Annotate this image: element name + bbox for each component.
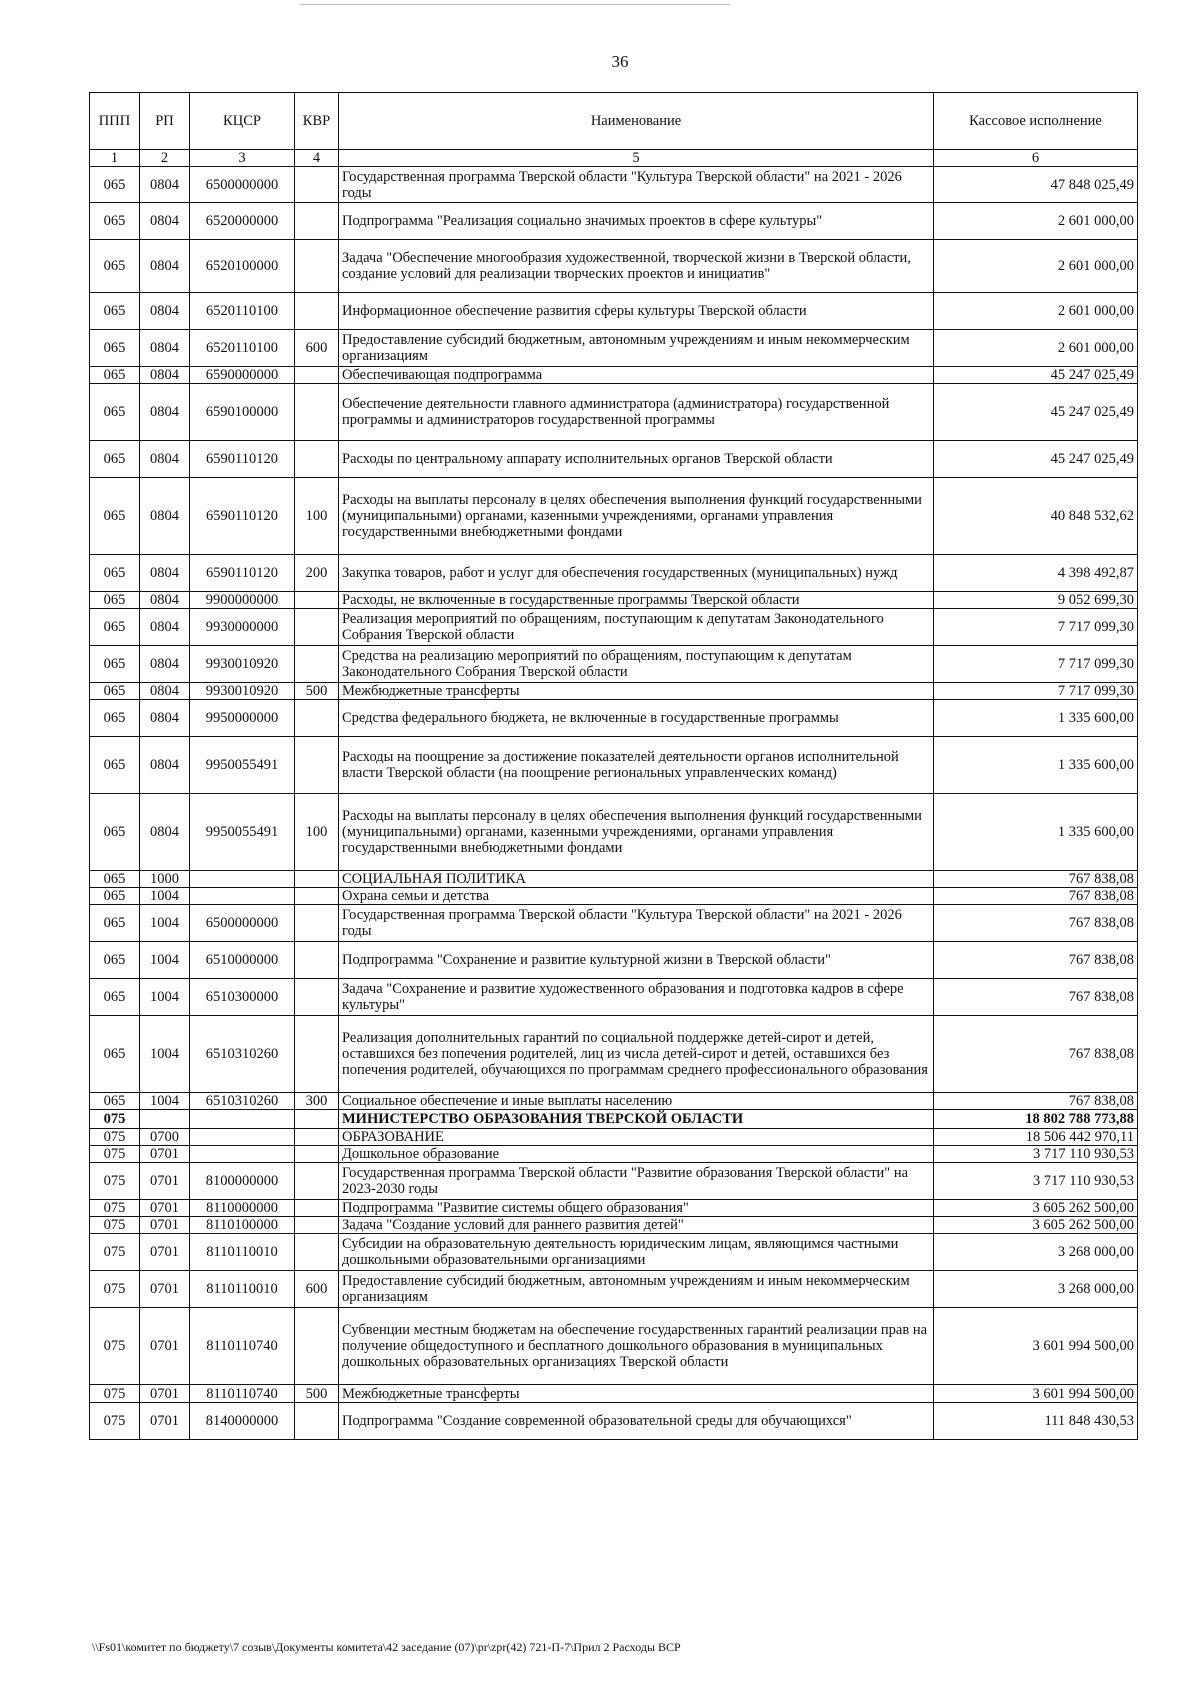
cell-kvr <box>295 737 339 794</box>
cell-rp: 1004 <box>140 905 190 942</box>
cell-kcsr: 9930000000 <box>190 609 295 646</box>
table-row <box>90 1163 1138 1200</box>
table-row <box>90 1093 1138 1110</box>
table-row <box>90 1110 1138 1129</box>
cell-kcsr: 6520110100 <box>190 330 295 367</box>
cell-ppp: 065 <box>90 240 140 293</box>
cell-ppp: 065 <box>90 888 140 905</box>
cell-amount: 47 848 025,49 <box>934 167 1138 203</box>
table-row <box>90 609 1138 646</box>
cell-ppp: 065 <box>90 1093 140 1110</box>
cell-kcsr: 9950000000 <box>190 700 295 737</box>
cell-kcsr: 6520110100 <box>190 293 295 330</box>
cell-rp: 1004 <box>140 979 190 1016</box>
cell-amount: 767 838,08 <box>934 942 1138 979</box>
column-number: 5 <box>339 150 934 167</box>
top-scan-line <box>300 4 730 5</box>
cell-rp <box>140 1110 190 1129</box>
cell-amount: 18 506 442 970,11 <box>934 1129 1138 1146</box>
table-row <box>90 592 1138 609</box>
cell-kcsr: 8100000000 <box>190 1163 295 1200</box>
cell-kvr <box>295 1234 339 1271</box>
table-row <box>90 555 1138 592</box>
header-kvr: КВР <box>295 93 339 150</box>
cell-name: Субвенции местным бюджетам на обеспечение государственных гарантий реализации прав на получение общедоступного и бесплатного дошкольного образования в муниципальных дошкольных образовательных организациях Тверской области <box>339 1308 934 1385</box>
cell-rp: 0804 <box>140 683 190 700</box>
cell-rp: 0701 <box>140 1217 190 1234</box>
header-rp: РП <box>140 93 190 150</box>
cell-rp: 0701 <box>140 1271 190 1308</box>
cell-name: Расходы на поощрение за достижение показателей деятельности органов исполнительной власти Тверской области (на поощрение региональных управленческих команд) <box>339 737 934 794</box>
cell-rp: 0701 <box>140 1385 190 1403</box>
cell-kvr: 600 <box>295 330 339 367</box>
cell-kvr: 500 <box>295 1385 339 1403</box>
cell-ppp: 065 <box>90 905 140 942</box>
cell-amount: 2 601 000,00 <box>934 330 1138 367</box>
cell-ppp: 065 <box>90 737 140 794</box>
table-row <box>90 888 1138 905</box>
cell-kcsr: 6510300000 <box>190 979 295 1016</box>
cell-kcsr: 8140000000 <box>190 1403 295 1440</box>
table-row <box>90 794 1138 871</box>
file-path-footer: \\Fs01\комитет по бюджету\7 созыв\Документы комитета\42 заседание (07)\pr\zpr(42) 721-П-7\Прил 2 Расходы ВСР <box>92 1640 681 1654</box>
cell-kcsr: 8110100000 <box>190 1217 295 1234</box>
cell-kvr: 300 <box>295 1093 339 1110</box>
cell-amount: 2 601 000,00 <box>934 203 1138 240</box>
cell-kcsr: 6520000000 <box>190 203 295 240</box>
cell-rp: 1004 <box>140 1016 190 1093</box>
cell-kvr <box>295 646 339 683</box>
table-row <box>90 905 1138 942</box>
cell-ppp: 065 <box>90 441 140 478</box>
cell-kcsr: 9950055491 <box>190 737 295 794</box>
cell-kvr <box>295 1200 339 1217</box>
table-row <box>90 1200 1138 1217</box>
cell-kvr: 100 <box>295 478 339 555</box>
cell-rp: 0804 <box>140 609 190 646</box>
cell-name: Расходы, не включенные в государственные программы Тверской области <box>339 592 934 609</box>
cell-kcsr: 9930010920 <box>190 646 295 683</box>
column-number: 3 <box>190 150 295 167</box>
table-row <box>90 737 1138 794</box>
cell-kcsr: 6520100000 <box>190 240 295 293</box>
cell-kvr <box>295 700 339 737</box>
cell-ppp: 075 <box>90 1385 140 1403</box>
cell-kvr <box>295 293 339 330</box>
cell-name: Информационное обеспечение развития сферы культуры Тверской области <box>339 293 934 330</box>
cell-name: Расходы на выплаты персоналу в целях обеспечения выполнения функций государственными (муниципальными) органами, казенными учреждениями, органами управления государственными внебюджетными фондами <box>339 478 934 555</box>
cell-rp: 0701 <box>140 1163 190 1200</box>
cell-amount: 45 247 025,49 <box>934 384 1138 441</box>
cell-amount: 2 601 000,00 <box>934 240 1138 293</box>
cell-rp: 0804 <box>140 330 190 367</box>
cell-kvr <box>295 871 339 888</box>
cell-rp: 0804 <box>140 794 190 871</box>
cell-name: Расходы на выплаты персоналу в целях обеспечения выполнения функций государственными (муниципальными) органами, казенными учреждениями, органами управления государственными внебюджетными фондами <box>339 794 934 871</box>
column-number: 6 <box>934 150 1138 167</box>
cell-kvr: 500 <box>295 683 339 700</box>
cell-name: Задача "Обеспечение многообразия художественной, творческой жизни в Тверской области, создание условий для реализации творческих проектов и инициатив" <box>339 240 934 293</box>
cell-ppp: 065 <box>90 478 140 555</box>
cell-ppp: 075 <box>90 1308 140 1385</box>
cell-name: Дошкольное образование <box>339 1146 934 1163</box>
cell-rp: 0804 <box>140 293 190 330</box>
cell-rp: 0701 <box>140 1234 190 1271</box>
cell-kvr <box>295 1163 339 1200</box>
cell-ppp: 065 <box>90 203 140 240</box>
cell-name: Межбюджетные трансферты <box>339 683 934 700</box>
cell-kvr <box>295 1308 339 1385</box>
table-row <box>90 367 1138 384</box>
cell-rp: 1004 <box>140 942 190 979</box>
cell-ppp: 065 <box>90 330 140 367</box>
cell-kcsr: 8110000000 <box>190 1200 295 1217</box>
cell-name: Задача "Создание условий для раннего развития детей" <box>339 1217 934 1234</box>
table-header-row <box>90 93 1138 150</box>
cell-ppp: 065 <box>90 609 140 646</box>
cell-kcsr: 8110110010 <box>190 1234 295 1271</box>
cell-kvr <box>295 167 339 203</box>
cell-name: ОБРАЗОВАНИЕ <box>339 1129 934 1146</box>
cell-kcsr <box>190 888 295 905</box>
budget-table <box>89 92 1138 1440</box>
cell-kcsr <box>190 1146 295 1163</box>
table-row <box>90 167 1138 203</box>
cell-rp: 0804 <box>140 167 190 203</box>
cell-kvr <box>295 367 339 384</box>
cell-name: Средства на реализацию мероприятий по обращениям, поступающим к депутатам Законодательного Собрания Тверской области <box>339 646 934 683</box>
cell-kcsr: 6590000000 <box>190 367 295 384</box>
cell-amount: 2 601 000,00 <box>934 293 1138 330</box>
cell-rp: 0804 <box>140 240 190 293</box>
cell-amount: 111 848 430,53 <box>934 1403 1138 1440</box>
cell-kvr <box>295 441 339 478</box>
cell-amount: 767 838,08 <box>934 1093 1138 1110</box>
cell-rp: 0804 <box>140 592 190 609</box>
cell-amount: 40 848 532,62 <box>934 478 1138 555</box>
cell-ppp: 065 <box>90 700 140 737</box>
cell-kcsr: 6590100000 <box>190 384 295 441</box>
cell-amount: 3 717 110 930,53 <box>934 1146 1138 1163</box>
cell-rp: 1004 <box>140 888 190 905</box>
cell-name: Обеспечивающая подпрограмма <box>339 367 934 384</box>
cell-rp: 1004 <box>140 1093 190 1110</box>
cell-ppp: 065 <box>90 979 140 1016</box>
cell-name: Подпрограмма "Сохранение и развитие культурной жизни в Тверской области" <box>339 942 934 979</box>
header-kcsr: КЦСР <box>190 93 295 150</box>
cell-amount: 45 247 025,49 <box>934 367 1138 384</box>
cell-amount: 3 605 262 500,00 <box>934 1200 1138 1217</box>
table-row <box>90 1016 1138 1093</box>
cell-ppp: 075 <box>90 1200 140 1217</box>
cell-name: Предоставление субсидий бюджетным, автономным учреждениям и иным некоммерческим организациям <box>339 1271 934 1308</box>
cell-name: Расходы по центральному аппарату исполнительных органов Тверской области <box>339 441 934 478</box>
cell-ppp: 065 <box>90 794 140 871</box>
cell-amount: 7 717 099,30 <box>934 646 1138 683</box>
cell-rp: 0701 <box>140 1403 190 1440</box>
cell-kvr <box>295 942 339 979</box>
cell-kvr <box>295 1403 339 1440</box>
cell-rp: 0804 <box>140 441 190 478</box>
table-row <box>90 478 1138 555</box>
cell-amount: 3 268 000,00 <box>934 1234 1138 1271</box>
cell-ppp: 075 <box>90 1217 140 1234</box>
cell-ppp: 075 <box>90 1163 140 1200</box>
cell-kvr <box>295 1016 339 1093</box>
cell-name: Обеспечение деятельности главного администратора (администратора) государственной программы и администраторов государственной программы <box>339 384 934 441</box>
cell-kvr <box>295 888 339 905</box>
page-number: 36 <box>611 52 629 71</box>
cell-kvr <box>295 384 339 441</box>
table-row <box>90 384 1138 441</box>
cell-amount: 3 601 994 500,00 <box>934 1308 1138 1385</box>
cell-name: Подпрограмма "Реализация социально значимых проектов в сфере культуры" <box>339 203 934 240</box>
table-row <box>90 1271 1138 1308</box>
cell-kvr <box>295 1146 339 1163</box>
column-number-row <box>90 150 1138 167</box>
cell-kvr: 200 <box>295 555 339 592</box>
table-row <box>90 330 1138 367</box>
cell-kvr <box>295 1217 339 1234</box>
cell-name: МИНИСТЕРСТВО ОБРАЗОВАНИЯ ТВЕРСКОЙ ОБЛАСТИ <box>339 1110 934 1129</box>
cell-amount: 9 052 699,30 <box>934 592 1138 609</box>
cell-kcsr <box>190 871 295 888</box>
cell-kvr <box>295 1129 339 1146</box>
cell-rp: 0701 <box>140 1200 190 1217</box>
cell-ppp: 065 <box>90 555 140 592</box>
cell-ppp: 075 <box>90 1271 140 1308</box>
cell-rp: 0804 <box>140 700 190 737</box>
header-name: Наименование <box>339 93 934 150</box>
cell-amount: 1 335 600,00 <box>934 737 1138 794</box>
cell-rp: 0804 <box>140 646 190 683</box>
table-row <box>90 1385 1138 1403</box>
cell-name: Государственная программа Тверской области "Развитие образования Тверской области" на 2023-2030 годы <box>339 1163 934 1200</box>
cell-rp: 0700 <box>140 1129 190 1146</box>
table-row <box>90 293 1138 330</box>
cell-ppp: 075 <box>90 1110 140 1129</box>
cell-amount: 3 605 262 500,00 <box>934 1217 1138 1234</box>
table-row <box>90 1308 1138 1385</box>
table-row <box>90 1403 1138 1440</box>
cell-ppp: 075 <box>90 1146 140 1163</box>
column-number: 1 <box>90 150 140 167</box>
cell-ppp: 075 <box>90 1234 140 1271</box>
cell-name: Субсидии на образовательную деятельность юридическим лицам, являющимся частными дошкольными образовательными организациями <box>339 1234 934 1271</box>
cell-kvr <box>295 609 339 646</box>
cell-amount: 767 838,08 <box>934 888 1138 905</box>
table-row <box>90 979 1138 1016</box>
cell-kvr <box>295 240 339 293</box>
cell-name: Реализация дополнительных гарантий по социальной поддержке детей-сирот и детей, оставшихся без попечения родителей, лиц из числа детей-сирот и детей, оставшихся без попечения родителей, обучающихся по программам среднего профессионального образования <box>339 1016 934 1093</box>
cell-rp: 0804 <box>140 384 190 441</box>
cell-rp: 1000 <box>140 871 190 888</box>
table-row <box>90 441 1138 478</box>
header-amount: Кассовое исполнение <box>934 93 1138 150</box>
cell-name: Социальное обеспечение и иные выплаты населению <box>339 1093 934 1110</box>
cell-kvr <box>295 979 339 1016</box>
table-body <box>90 167 1138 1440</box>
cell-kcsr: 6590110120 <box>190 555 295 592</box>
cell-name: Охрана семьи и детства <box>339 888 934 905</box>
cell-amount: 767 838,08 <box>934 871 1138 888</box>
column-number: 4 <box>295 150 339 167</box>
cell-ppp: 065 <box>90 871 140 888</box>
cell-kcsr: 6510310260 <box>190 1016 295 1093</box>
cell-kcsr: 9900000000 <box>190 592 295 609</box>
cell-kcsr <box>190 1129 295 1146</box>
cell-name: Задача "Сохранение и развитие художественного образования и подготовка кадров в сфере культуры" <box>339 979 934 1016</box>
cell-amount: 18 802 788 773,88 <box>934 1110 1138 1129</box>
cell-ppp: 065 <box>90 683 140 700</box>
cell-kcsr: 9950055491 <box>190 794 295 871</box>
table-row <box>90 700 1138 737</box>
cell-kvr: 600 <box>295 1271 339 1308</box>
table-row <box>90 646 1138 683</box>
cell-ppp: 065 <box>90 167 140 203</box>
cell-kcsr: 6510000000 <box>190 942 295 979</box>
cell-name: Реализация мероприятий по обращениям, поступающим к депутатам Законодательного Собрания Тверской области <box>339 609 934 646</box>
cell-name: Государственная программа Тверской области "Культура Тверской области" на 2021 - 2026 годы <box>339 905 934 942</box>
cell-name: Предоставление субсидий бюджетным, автономным учреждениям и иным некоммерческим организациям <box>339 330 934 367</box>
cell-kcsr: 9930010920 <box>190 683 295 700</box>
cell-ppp: 065 <box>90 384 140 441</box>
cell-amount: 1 335 600,00 <box>934 700 1138 737</box>
cell-rp: 0804 <box>140 367 190 384</box>
cell-ppp: 065 <box>90 1016 140 1093</box>
cell-rp: 0804 <box>140 737 190 794</box>
cell-name: Средства федерального бюджета, не включенные в государственные программы <box>339 700 934 737</box>
cell-kcsr: 6590110120 <box>190 478 295 555</box>
cell-name: СОЦИАЛЬНАЯ ПОЛИТИКА <box>339 871 934 888</box>
cell-name: Межбюджетные трансферты <box>339 1385 934 1403</box>
header-ppp: ППП <box>90 93 140 150</box>
cell-kcsr: 6510310260 <box>190 1093 295 1110</box>
table-row <box>90 1129 1138 1146</box>
cell-ppp: 075 <box>90 1129 140 1146</box>
cell-kcsr: 6500000000 <box>190 167 295 203</box>
cell-kvr <box>295 1110 339 1129</box>
cell-amount: 45 247 025,49 <box>934 441 1138 478</box>
cell-amount: 3 268 000,00 <box>934 1271 1138 1308</box>
cell-ppp: 065 <box>90 942 140 979</box>
cell-ppp: 075 <box>90 1403 140 1440</box>
table-row <box>90 240 1138 293</box>
table-row <box>90 871 1138 888</box>
cell-amount: 4 398 492,87 <box>934 555 1138 592</box>
table-row <box>90 203 1138 240</box>
cell-kvr <box>295 905 339 942</box>
cell-amount: 767 838,08 <box>934 979 1138 1016</box>
cell-amount: 7 717 099,30 <box>934 683 1138 700</box>
cell-rp: 0804 <box>140 478 190 555</box>
cell-rp: 0701 <box>140 1146 190 1163</box>
cell-rp: 0804 <box>140 203 190 240</box>
cell-rp: 0804 <box>140 555 190 592</box>
cell-amount: 3 717 110 930,53 <box>934 1163 1138 1200</box>
cell-rp: 0701 <box>140 1308 190 1385</box>
cell-kvr <box>295 592 339 609</box>
cell-amount: 767 838,08 <box>934 1016 1138 1093</box>
cell-ppp: 065 <box>90 592 140 609</box>
cell-name: Государственная программа Тверской области "Культура Тверской области" на 2021 - 2026 годы <box>339 167 934 203</box>
cell-kvr: 100 <box>295 794 339 871</box>
table-row <box>90 1146 1138 1163</box>
cell-amount: 767 838,08 <box>934 905 1138 942</box>
cell-kcsr: 8110110010 <box>190 1271 295 1308</box>
table-row <box>90 942 1138 979</box>
cell-amount: 7 717 099,30 <box>934 609 1138 646</box>
cell-amount: 3 601 994 500,00 <box>934 1385 1138 1403</box>
table-row <box>90 683 1138 700</box>
cell-ppp: 065 <box>90 293 140 330</box>
cell-amount: 1 335 600,00 <box>934 794 1138 871</box>
cell-name: Подпрограмма "Создание современной образовательной среды для обучающихся" <box>339 1403 934 1440</box>
cell-kcsr: 6590110120 <box>190 441 295 478</box>
cell-kvr <box>295 203 339 240</box>
cell-ppp: 065 <box>90 646 140 683</box>
table-row <box>90 1234 1138 1271</box>
cell-name: Закупка товаров, работ и услуг для обеспечения государственных (муниципальных) нужд <box>339 555 934 592</box>
cell-kcsr: 8110110740 <box>190 1385 295 1403</box>
cell-kcsr <box>190 1110 295 1129</box>
cell-kcsr: 8110110740 <box>190 1308 295 1385</box>
table-row <box>90 1217 1138 1234</box>
cell-name: Подпрограмма "Развитие системы общего образования" <box>339 1200 934 1217</box>
cell-kcsr: 6500000000 <box>190 905 295 942</box>
cell-ppp: 065 <box>90 367 140 384</box>
column-number: 2 <box>140 150 190 167</box>
